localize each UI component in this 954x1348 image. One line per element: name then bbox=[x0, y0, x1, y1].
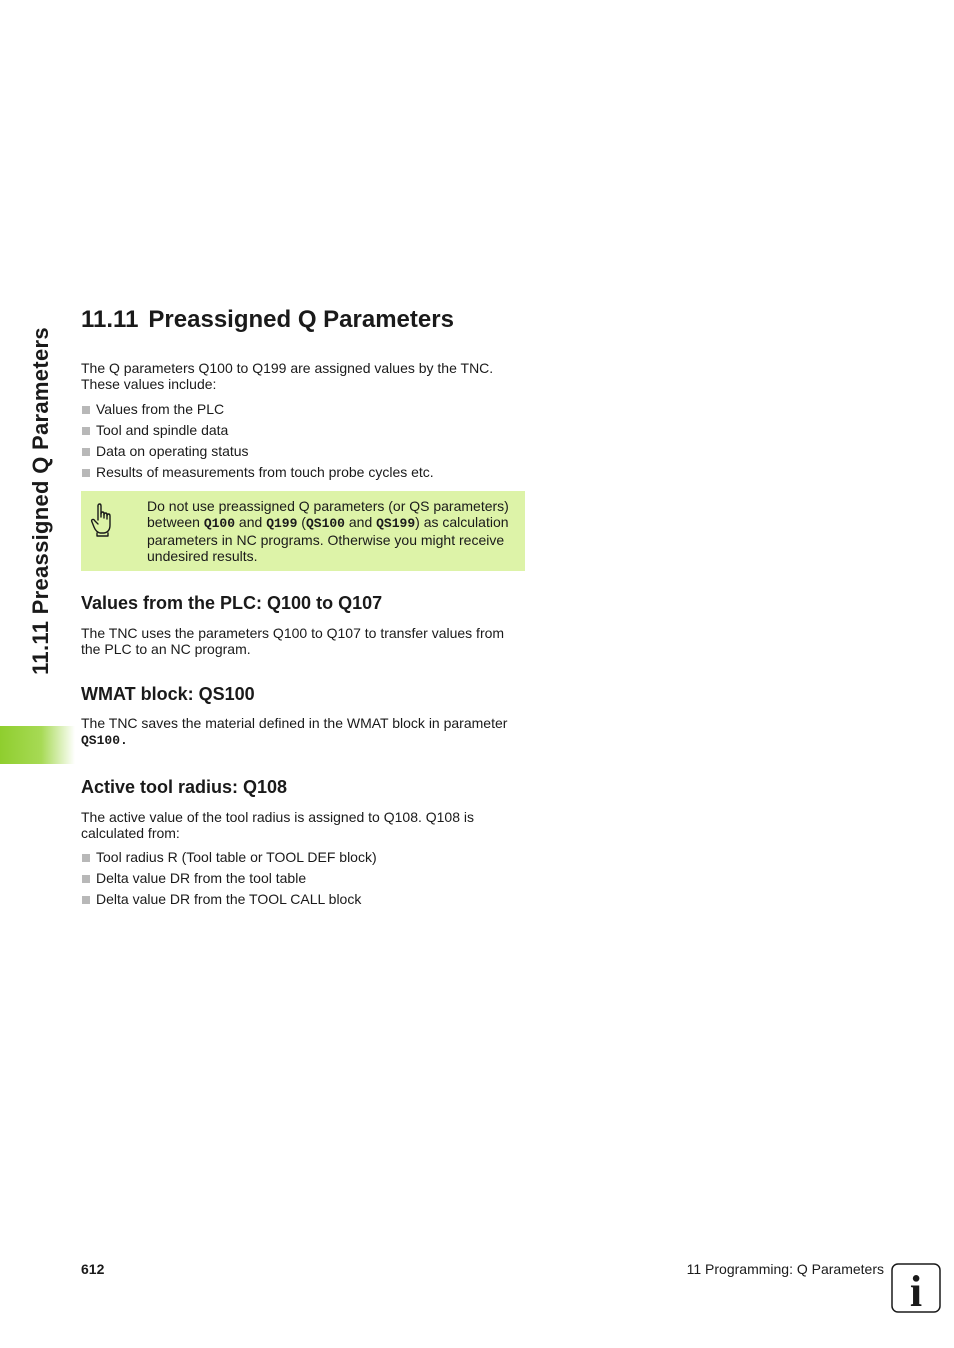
list-item: Delta value DR from the TOOL CALL block bbox=[81, 889, 526, 910]
square-bullet-icon bbox=[82, 854, 90, 862]
sections bbox=[81, 590, 526, 910]
radius-text: The active value of the tool radius is assigned to Q108. Q108 is calculated from: bbox=[81, 809, 475, 841]
svg-text:i: i bbox=[909, 1267, 923, 1313]
square-bullet-icon bbox=[82, 448, 90, 456]
square-bullet-icon bbox=[82, 875, 90, 883]
list-item: Results of measurements from touch probe cycles etc. bbox=[81, 462, 526, 483]
footer-chapter-title: 11 Programming: Q Parameters bbox=[686, 1261, 884, 1277]
warning-note bbox=[81, 491, 525, 571]
plc-heading: Values from the PLC: Q100 to Q107 bbox=[81, 593, 383, 613]
list-item: Delta value DR from the tool table bbox=[81, 868, 526, 889]
list-item: Tool and spindle data bbox=[81, 420, 526, 441]
page-title bbox=[81, 300, 526, 344]
list-item: Tool radius R (Tool table or TOOL DEF block) bbox=[81, 847, 526, 868]
square-bullet-icon bbox=[82, 469, 90, 477]
main-content bbox=[81, 300, 526, 483]
square-bullet-icon bbox=[82, 406, 90, 414]
page-number: 612 bbox=[81, 1261, 105, 1277]
list-item: Data on operating status bbox=[81, 441, 526, 462]
include-list bbox=[81, 399, 526, 483]
side-chapter-title: 11.11 Preassigned Q Parameters bbox=[28, 327, 53, 675]
note-text: Do not use preassigned Q parameters (or QS parameters) between Q100 and Q199 (QS100 and QS199) as calculation parameters in NC programs. Otherwise you might receive undesired results. bbox=[147, 498, 509, 564]
list-item: Values from the PLC bbox=[81, 399, 526, 420]
radius-heading: Active tool radius: Q108 bbox=[81, 777, 288, 797]
section-title: Preassigned Q Parameters bbox=[148, 306, 454, 333]
chapter-tab-marker bbox=[0, 726, 75, 764]
section-number: 11.11 bbox=[81, 306, 139, 333]
wmat-heading: WMAT block: QS100 bbox=[81, 684, 255, 704]
square-bullet-icon bbox=[82, 896, 90, 904]
info-icon bbox=[891, 1263, 941, 1313]
square-bullet-icon bbox=[82, 427, 90, 435]
wmat-text: The TNC saves the material defined in the WMAT block in parameter QS100. bbox=[81, 715, 508, 748]
hand-icon bbox=[89, 503, 115, 537]
intro-paragraph: The Q parameters Q100 to Q199 are assigned values by the TNC. These values include: bbox=[81, 360, 494, 392]
radius-list bbox=[81, 847, 526, 910]
plc-text: The TNC uses the parameters Q100 to Q107 to transfer values from the PLC to an NC program. bbox=[81, 625, 505, 657]
